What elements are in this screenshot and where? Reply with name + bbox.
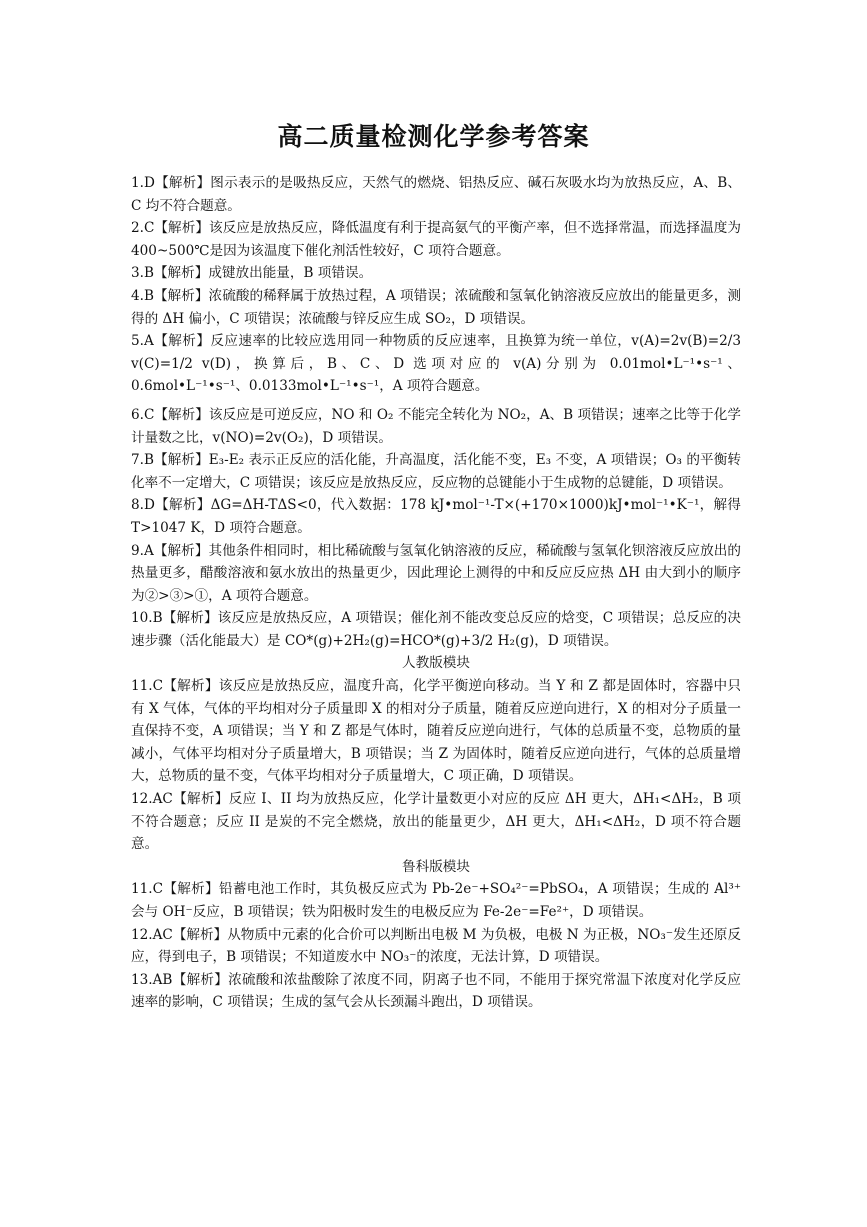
answer-11-luke: 11.C【解析】铅蓄电池工作时，其负极反应式为 Pb-2e⁻+SO₄²⁻=PbSO₄，A 项错误；生成的 Al³⁺ 会与 OH⁻反应，B 项错误；铁为阳极时发生的电极反应为 Fe-2e⁻=Fe²⁺，D 项错误。 bbox=[131, 881, 741, 920]
answer-content bbox=[131, 172, 741, 1014]
section-heading-renjiao: 人教版模块 bbox=[402, 655, 470, 672]
answer-6: 6.C【解析】该反应是可逆反应，NO 和 O₂ 不能完全转化为 NO₂，A、B 项错误；速率之比等于化学计量数之比，v(NO)=2v(O₂)，D 项错误。 bbox=[131, 406, 741, 446]
answer-9: 9.A【解析】其他条件相同时，相比稀硫酸与氢氧化钠溶液的反应，稀硫酸与氢氧化钡溶液反应放出的热量更多，醋酸溶液和氨水放出的热量更少，因此理论上测得的中和反应反应热 ΔH 由大到小的顺序为②>③>①，A 项符合题意。 bbox=[131, 542, 741, 604]
answer-12-renjiao: 12.AC【解析】反应 I、II 均为放热反应，化学计量数更小对应的反应 ΔH 更大，ΔH₁<ΔH₂，B 项不符合题意；反应 II 是炭的不完全燃烧，放出的能量更少，ΔH 更大，ΔH₁<ΔH₂，D 项不符合题意。 bbox=[131, 791, 741, 853]
answer-10: 10.B【解析】该反应是放热反应，A 项错误；催化剂不能改变总反应的焓变，C 项错误；总反应的决速步骤（活化能最大）是 CO*(g)+2H₂(g)=HCO*(g)+3/2 H₂(g)，D 项错误。 bbox=[131, 610, 741, 649]
answer-11-renjiao: 11.C【解析】该反应是放热反应，温度升高，化学平衡逆向移动。当 Y 和 Z 都是固体时，容器中只有 X 气体，气体的平均相对分子质量即 X 的相对分子质量，随着反应逆向进行，X 的相对分子质量一直保持不变，A 项错误；当 Y 和 Z 都是气体时，随着反应逆向进行，气体的总质量不变，总物质的量减小，气体平均相对分子质量增大，B 项错误；当 Z 为固体时，随着反应逆向进行，气体的总质量增大，总物质的量不变，气体平均相对分子质量增大，C 项正确，D 项错误。 bbox=[131, 678, 741, 785]
answer-12-luke: 12.AC【解析】从物质中元素的化合价可以判断出电极 M 为负极，电极 N 为正极，NO₃⁻发生还原反应，得到电子，B 项错误；不知道废水中 NO₃⁻的浓度，无法计算，D 项错误。 bbox=[131, 926, 741, 966]
section-heading-luke: 鲁科版模块 bbox=[402, 858, 470, 875]
answer-1: 1.D【解析】图示表示的是吸热反应，天然气的燃烧、铝热反应、碱石灰吸水均为放热反应，A、B、C 均不符合题意。 bbox=[131, 175, 741, 214]
answer-13-luke: 13.AB【解析】浓硫酸和浓盐酸除了浓度不同，阴离子也不同，不能用于探究常温下浓度对化学反应速率的影响，C 项错误；生成的氢气会从长颈漏斗跑出，D 项错误。 bbox=[131, 971, 741, 1011]
answer-4: 4.B【解析】浓硫酸的稀释属于放热过程，A 项错误；浓硫酸和氢氧化钠溶液反应放出的能量更多，测得的 ΔH 偏小，C 项错误；浓硫酸与锌反应生成 SO₂，D 项错误。 bbox=[131, 287, 741, 327]
answer-8: 8.D【解析】ΔG=ΔH-TΔS<0，代入数据：178 kJ•mol⁻¹-T×(+170×1000)kJ•mol⁻¹•K⁻¹，解得 T>1047 K，D 项符合题意。 bbox=[131, 497, 741, 536]
page-title: 高二质量检测化学参考答案 bbox=[277, 122, 590, 151]
answer-7: 7.B【解析】E₃-E₂ 表示正反应的活化能，升高温度，活化能不变，E₃ 不变，A 项错误；O₃ 的平衡转化率不一定增大，C 项错误；该反应是放热反应，反应物的总键能小于生成物的总键能，D 项错误。 bbox=[131, 452, 741, 491]
answer-5: 5.A【解析】反应速率的比较应选用同一种物质的反应速率，且换算为统一单位，v(A)=2v(B)=2/3 v(C)=1/2 v(D)，换算后，B、C、D 选项对应的 v(A)分别为 0.01mol•L⁻¹•s⁻¹、0.6mol•L⁻¹•s⁻¹、0.0133mol•L⁻¹•s⁻¹，A 项符合题意。 bbox=[131, 333, 741, 395]
answer-3: 3.B【解析】成键放出能量，B 项错误。 bbox=[131, 265, 373, 282]
answer-2: 2.C【解析】该反应是放热反应，降低温度有利于提高氨气的平衡产率，但不选择常温，而选择温度为 400~500℃是因为该温度下催化剂活性较好，C 项符合题意。 bbox=[131, 220, 741, 259]
